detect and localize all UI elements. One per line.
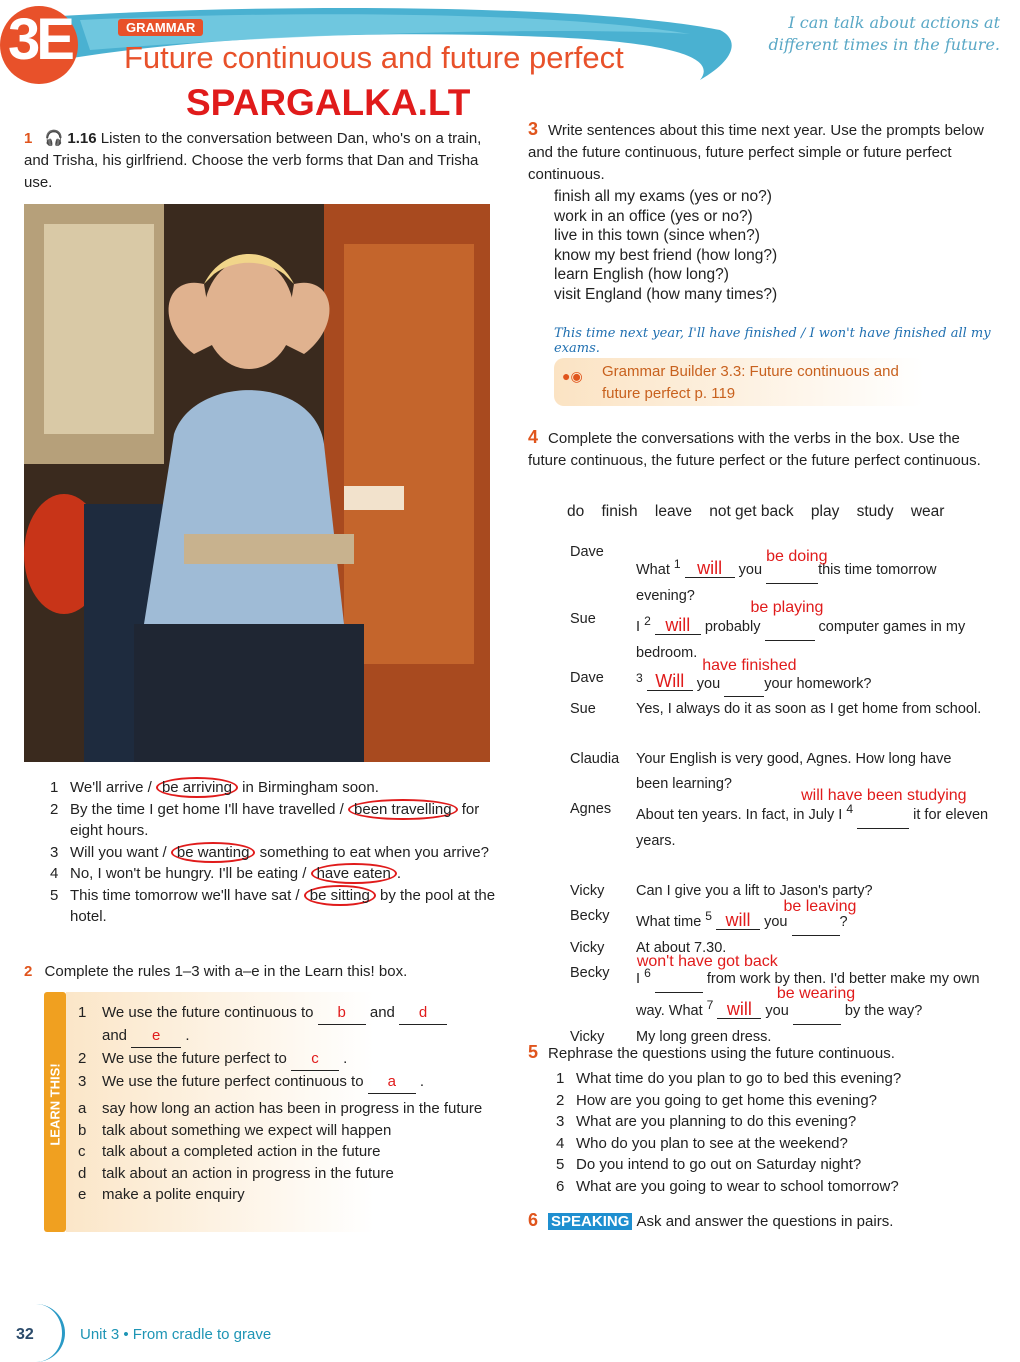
dialogue-line: Becky What time $^5$ will you be leaving ? bbox=[570, 904, 1000, 936]
dialogue-line: Vicky At about 7.30. bbox=[570, 940, 727, 957]
ex1-instruction: Listen to the conversation between Dan, who's on a train, and Trisha, his girlfriend. Choose the verb forms that Dan and Trisha use. bbox=[24, 130, 482, 191]
option-item: e make a polite enquiry bbox=[78, 1186, 245, 1203]
dialogue-line: Agnes About ten years. In fact, in July I $^4$ will have been studying it for eleven years. bbox=[570, 787, 989, 850]
list-item: 4 No, I won't be hungry. I'll be eating / have eaten . bbox=[50, 865, 401, 882]
answer-blank[interactable]: be wearing bbox=[793, 999, 841, 1025]
watermark: SPARGALKA.LT bbox=[186, 82, 471, 123]
list-item: learn English (how long?) bbox=[554, 266, 729, 283]
ex1-track: 1.16 bbox=[67, 130, 97, 147]
ex4-instruction: Complete the conversations with the verbs in the box. Use the future continuous, the future perfect or the future perfect continuous. bbox=[528, 430, 981, 469]
answer-blank[interactable]: will have been studying bbox=[857, 803, 909, 829]
options-list bbox=[78, 1098, 498, 1206]
verb-box: do finish leave not get back play study wear bbox=[567, 503, 945, 520]
answer-blank[interactable]: will bbox=[655, 616, 701, 635]
ex3-instruction-block bbox=[528, 118, 998, 186]
ex6-instruction-block bbox=[528, 1210, 998, 1231]
dialogue-line: Becky I $^6$ won't have got back from work by then. I'd better make my own way. What $^7$ will you be wearing by the way? bbox=[570, 961, 1000, 1025]
ex5-instruction: Rephrase the questions using the future continuous. bbox=[548, 1045, 895, 1062]
option-item: a say how long an action has been in progress in the future bbox=[78, 1100, 483, 1117]
circled-answer: have eaten bbox=[311, 863, 397, 884]
answer-blank[interactable]: be doing bbox=[766, 558, 818, 584]
ex2-instruction-block bbox=[24, 963, 504, 980]
headphones-icon: 🎧 bbox=[44, 130, 64, 147]
unit-badge: 3E bbox=[8, 7, 71, 72]
list-item: know my best friend (how long?) bbox=[554, 246, 778, 264]
can-do-statement: I can talk about actions at different times in the future. bbox=[768, 13, 1000, 54]
page-title: Future continuous and future perfect bbox=[124, 40, 624, 75]
option-item: d talk about an action in progress in the future bbox=[78, 1164, 394, 1182]
speaking-tag: SPEAKING bbox=[548, 1213, 632, 1230]
dialogue-line: Vicky Can I give you a lift to Jason's party? bbox=[570, 883, 873, 900]
section-label: GRAMMAR bbox=[118, 19, 203, 36]
answer-blank[interactable]: be leaving bbox=[792, 910, 840, 936]
answer-blank[interactable]: b bbox=[318, 1002, 366, 1025]
grammar-builder-icon: ●◉ bbox=[562, 368, 583, 384]
answer-blank[interactable]: won't have got back bbox=[655, 967, 703, 993]
answer-blank[interactable]: will bbox=[717, 1000, 761, 1019]
ex6-instruction: Ask and answer the questions in pairs. bbox=[636, 1213, 894, 1230]
list-item: 1 We'll arrive / be arriving in Birmingham soon. bbox=[50, 779, 379, 796]
learn-this-tab bbox=[44, 992, 66, 1232]
learn-this-label: LEARN THIS! bbox=[47, 1063, 63, 1146]
list-item: 2 By the time I get home I'll have travelled / been travelling for eight hours. bbox=[50, 800, 480, 839]
rules-list bbox=[78, 1002, 498, 1094]
ex2-number: 2 bbox=[24, 963, 33, 980]
ex4-instruction-block bbox=[528, 426, 998, 472]
ex3-example: This time next year, I'll have finished / I won't have finished all my exams. bbox=[554, 326, 991, 356]
answer-blank[interactable]: be playing bbox=[765, 615, 815, 641]
rule-item: 1 We use the future continuous to b and d and e . bbox=[78, 1002, 498, 1048]
footer-unit: Unit 3 • From cradle to grave bbox=[80, 1326, 272, 1343]
answer-blank[interactable]: e bbox=[131, 1025, 181, 1048]
ex3-number: 3 bbox=[528, 119, 539, 139]
circled-answer: be wanting bbox=[171, 842, 256, 863]
rule-item: 3 We use the future perfect continuous to a . bbox=[78, 1071, 498, 1094]
answer-blank[interactable]: have finished bbox=[724, 671, 764, 697]
ex3-instruction: Write sentences about this time next year. Use the prompts below and the future continuous, future perfect simple or future perfect continuous. bbox=[528, 122, 984, 183]
dialogues bbox=[570, 540, 1000, 1050]
answer-blank[interactable]: will bbox=[716, 911, 760, 930]
answer-blank[interactable]: Will bbox=[647, 672, 693, 691]
circled-answer: been travelling bbox=[348, 799, 458, 820]
ex5-list bbox=[556, 1068, 996, 1198]
list-item: 5 Do you intend to go out on Saturday night? bbox=[556, 1156, 862, 1174]
answer-blank[interactable]: a bbox=[368, 1071, 416, 1094]
list-item: visit England (how many times?) bbox=[554, 285, 778, 303]
ex1-list bbox=[50, 777, 500, 928]
list-item: work in an office (yes or no?) bbox=[554, 207, 753, 225]
ex1-instruction-block bbox=[24, 128, 494, 194]
ex2-instruction: Complete the rules 1–3 with a–e in the Learn this! box. bbox=[44, 963, 408, 980]
ex6-number: 6 bbox=[528, 1210, 539, 1230]
dialogue-line: Dave What $^1$ will you be doing this time tomorrow evening? bbox=[570, 544, 937, 604]
dialogue-line: Sue Yes, I always do it as soon as I get home from school. bbox=[570, 701, 982, 718]
list-item: 3 What are you planning to do this evening? bbox=[556, 1113, 857, 1131]
dialogue-line: Vicky My long green dress. bbox=[570, 1028, 772, 1045]
list-item: 3 Will you want / be wanting something to eat when you arrive? bbox=[50, 843, 489, 861]
list-item: 5 This time tomorrow we'll have sat / be sitting by the pool at the hotel. bbox=[50, 886, 496, 925]
rule-item: 2 We use the future perfect to c . bbox=[78, 1048, 498, 1071]
list-item: finish all my exams (yes or no?) bbox=[554, 188, 772, 205]
list-item: 6 What are you going to wear to school tomorrow? bbox=[556, 1177, 899, 1195]
ex1-number: 1 bbox=[24, 130, 33, 147]
ex4-number: 4 bbox=[528, 427, 539, 447]
ex3-prompts bbox=[554, 186, 994, 305]
answer-blank[interactable]: will bbox=[685, 559, 735, 578]
answer-blank[interactable]: c bbox=[291, 1048, 339, 1071]
dialogue-line: Claudia Your English is very good, Agnes. How long have been learning? bbox=[570, 751, 952, 793]
ex5-instruction-block bbox=[528, 1042, 998, 1063]
option-item: b talk about something we expect will happen bbox=[78, 1121, 392, 1139]
option-item: c talk about a completed action in the future bbox=[78, 1143, 381, 1160]
list-item: live in this town (since when?) bbox=[554, 227, 760, 244]
dialogue-line: Sue I $^2$ will probably be playing computer games in my bedroom. bbox=[570, 598, 966, 661]
photo-man-on-train bbox=[24, 204, 490, 762]
ex5-number: 5 bbox=[528, 1042, 539, 1062]
list-item: 2 How are you going to get home this evening? bbox=[556, 1091, 878, 1109]
page-number: 32 bbox=[16, 1326, 34, 1343]
list-item: 1 What time do you plan to go to bed this evening? bbox=[556, 1070, 902, 1087]
circled-answer: be arriving bbox=[156, 777, 238, 798]
grammar-builder-link[interactable]: Grammar Builder 3.3: Future continuous and future perfect p. 119 bbox=[602, 363, 899, 402]
dialogue-line: Dave $^3$ Will you have finished your homework? bbox=[570, 666, 1000, 698]
answer-blank[interactable]: d bbox=[399, 1002, 447, 1025]
list-item: 4 Who do you plan to see at the weekend? bbox=[556, 1134, 848, 1152]
circled-answer: be sitting bbox=[304, 885, 376, 906]
